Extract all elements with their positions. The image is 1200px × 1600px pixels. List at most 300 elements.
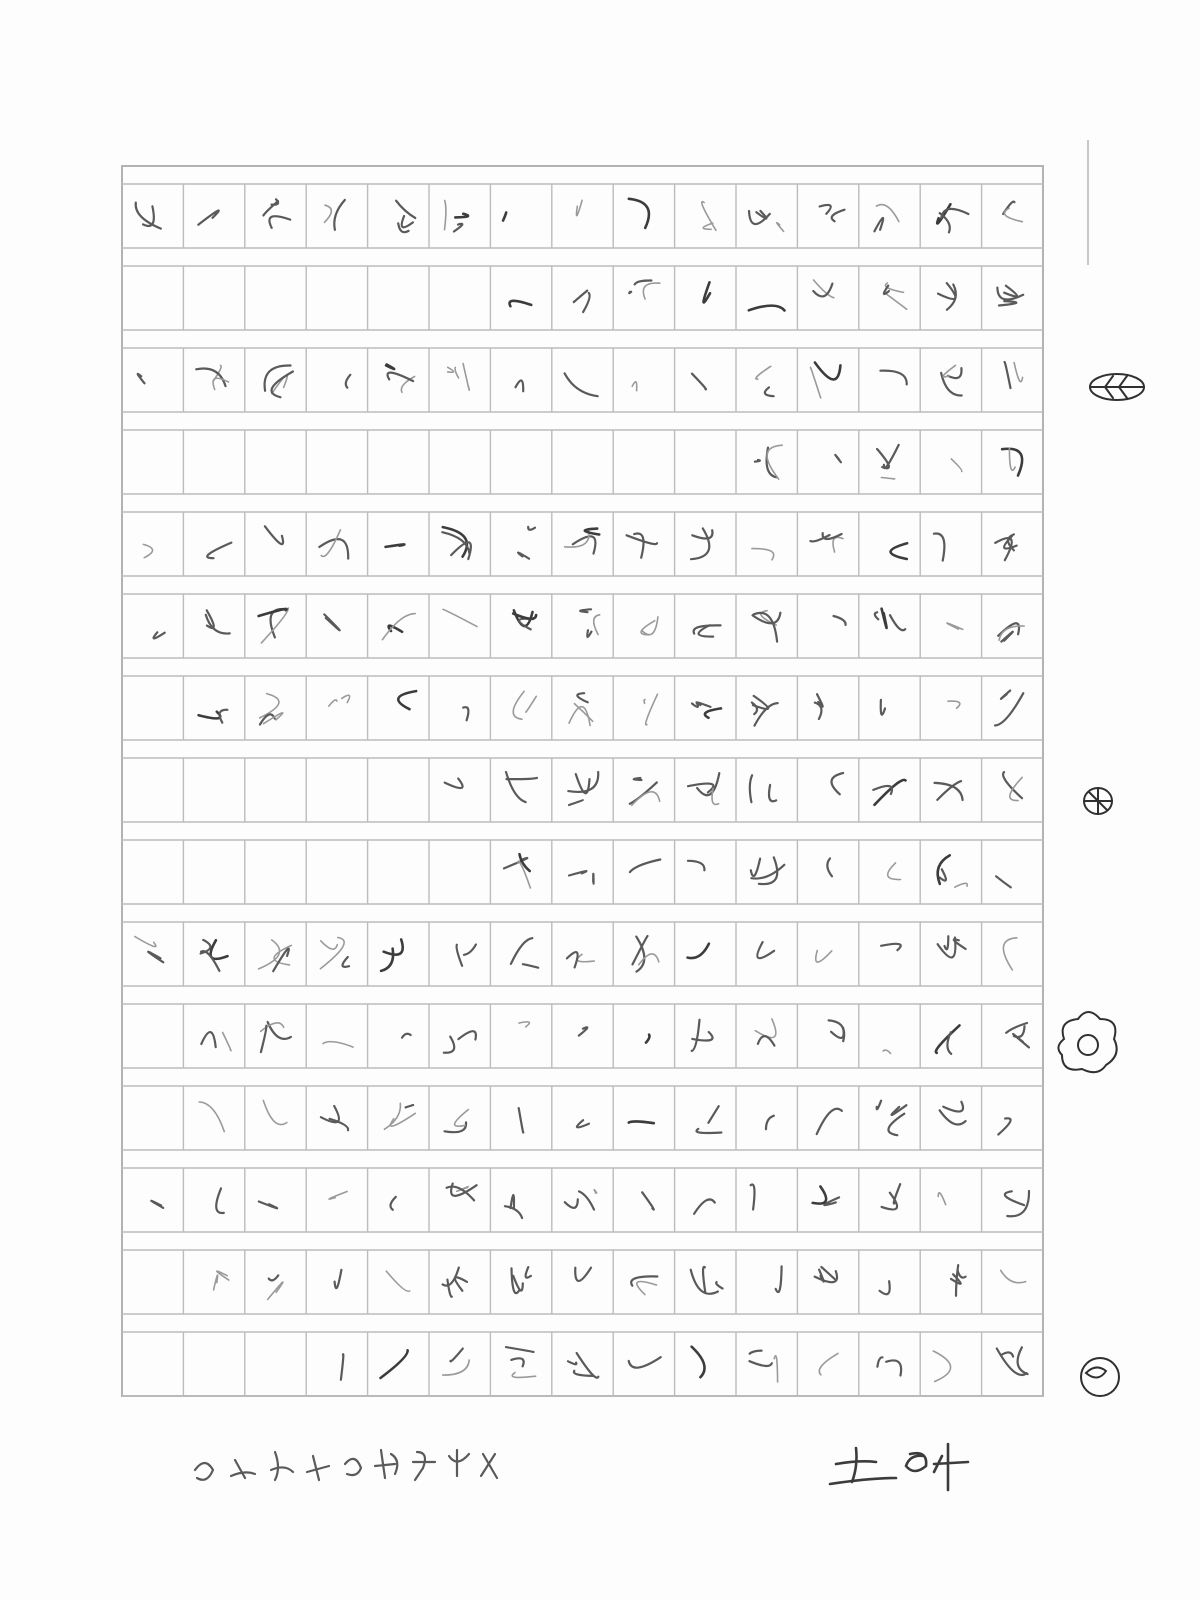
handwritten-character bbox=[692, 702, 721, 717]
pencil-stroke bbox=[528, 527, 535, 530]
pencil-stroke bbox=[750, 775, 752, 802]
pencil-stroke bbox=[154, 632, 165, 638]
handwritten-character bbox=[934, 533, 944, 560]
handwritten-character bbox=[320, 938, 349, 969]
pencil-stroke bbox=[574, 704, 592, 722]
handwritten-character bbox=[633, 936, 659, 972]
pencil-stroke bbox=[263, 1100, 287, 1124]
handwritten-character bbox=[881, 700, 885, 715]
pencil-stroke bbox=[386, 544, 405, 546]
pencil-stroke bbox=[634, 533, 643, 557]
pencil-stroke bbox=[637, 1281, 657, 1294]
pencil-stroke bbox=[752, 549, 774, 560]
handwritten-character bbox=[691, 528, 712, 559]
handwritten-character bbox=[511, 938, 538, 968]
pencil-stroke bbox=[688, 861, 705, 871]
handwritten-character bbox=[751, 857, 785, 884]
pencil-stroke bbox=[568, 1361, 576, 1364]
handwritten-character bbox=[259, 1202, 277, 1209]
handwritten-character bbox=[136, 203, 161, 229]
pencil-stroke bbox=[891, 543, 908, 559]
pencil-stroke bbox=[576, 200, 582, 215]
pencil-stroke bbox=[199, 1102, 224, 1132]
pencil-stroke bbox=[630, 782, 657, 803]
pencil-stroke bbox=[448, 367, 454, 372]
pencil-stroke bbox=[888, 1114, 904, 1136]
flower-doodle-icon bbox=[1058, 1012, 1116, 1072]
pencil-stroke bbox=[151, 1201, 163, 1208]
pencil-stroke bbox=[712, 788, 719, 804]
pencil-stroke bbox=[390, 1113, 415, 1126]
handwritten-character bbox=[138, 374, 145, 383]
pencil-stroke bbox=[207, 543, 231, 559]
handwritten-character bbox=[565, 1190, 597, 1210]
handwritten-character bbox=[948, 701, 960, 708]
pencil-stroke bbox=[457, 945, 463, 966]
pencil-stroke bbox=[1001, 1352, 1013, 1356]
pencil-stroke bbox=[444, 1037, 454, 1053]
handwritten-character bbox=[694, 1199, 715, 1213]
handwritten-character bbox=[691, 1267, 723, 1294]
handwritten-character bbox=[827, 858, 832, 876]
pencil-stroke bbox=[759, 857, 777, 884]
handwritten-character bbox=[829, 1020, 845, 1041]
pencil-stroke bbox=[1009, 448, 1015, 470]
pencil-stroke bbox=[880, 371, 906, 385]
handwritten-character bbox=[329, 1192, 347, 1200]
pencil-stroke bbox=[223, 1033, 231, 1051]
pencil-stroke bbox=[943, 365, 956, 377]
pencil-stroke bbox=[646, 1035, 649, 1043]
handwritten-character bbox=[877, 1101, 907, 1136]
leaf-doodle-icon bbox=[1084, 788, 1112, 814]
handwritten-character bbox=[201, 940, 228, 971]
handwritten-character bbox=[750, 775, 776, 802]
pencil-stroke bbox=[455, 367, 459, 378]
pencil-stroke bbox=[716, 1282, 722, 1288]
pencil-stroke bbox=[766, 1116, 774, 1130]
handwritten-character bbox=[888, 863, 901, 880]
pencil-stroke bbox=[940, 1110, 966, 1124]
handwritten-character bbox=[445, 779, 463, 789]
handwritten-character bbox=[402, 1034, 411, 1038]
pencil-stroke bbox=[390, 1197, 395, 1210]
handwritten-character bbox=[321, 1106, 348, 1130]
pencil-stroke bbox=[455, 1277, 467, 1290]
handwritten-character bbox=[151, 1201, 163, 1208]
pencil-stroke bbox=[1002, 449, 1022, 476]
handwritten-character bbox=[749, 211, 784, 232]
pencil-stroke bbox=[632, 382, 637, 391]
pencil-stroke bbox=[513, 1276, 523, 1291]
pencil-stroke bbox=[881, 944, 901, 950]
handwritten-character bbox=[752, 696, 778, 726]
handwritten-character bbox=[575, 1268, 591, 1281]
handwritten-character bbox=[813, 280, 834, 298]
handwritten-character bbox=[1001, 1270, 1026, 1282]
pencil-stroke bbox=[755, 1019, 776, 1038]
pencil-stroke bbox=[694, 1199, 715, 1213]
pencil-stroke bbox=[213, 378, 228, 389]
pencil-stroke bbox=[629, 292, 631, 293]
handwritten-character bbox=[505, 1195, 522, 1218]
pencil-stroke bbox=[343, 957, 350, 967]
handwritten-character bbox=[324, 200, 345, 230]
pencil-stroke bbox=[692, 1032, 712, 1041]
pencil-stroke bbox=[445, 201, 446, 230]
handwritten-character bbox=[568, 772, 598, 805]
handwritten-character bbox=[198, 210, 218, 224]
handwritten-character bbox=[688, 944, 709, 958]
handwritten-character bbox=[1005, 362, 1023, 388]
pencil-stroke bbox=[703, 223, 713, 229]
handwritten-character bbox=[463, 707, 468, 720]
pencil-stroke bbox=[510, 1195, 513, 1208]
handwritten-character bbox=[382, 614, 415, 640]
handwritten-character bbox=[755, 1019, 776, 1046]
handwritten-character bbox=[335, 1270, 342, 1288]
handwritten-character bbox=[196, 365, 228, 389]
handwritten-character bbox=[268, 1275, 283, 1299]
pencil-stroke bbox=[135, 937, 156, 947]
handwritten-character bbox=[445, 1110, 469, 1133]
pencil-stroke bbox=[464, 945, 476, 955]
pencil-stroke bbox=[933, 1351, 950, 1382]
pencil-stroke bbox=[577, 693, 587, 702]
handwritten-character bbox=[135, 937, 164, 963]
pencil-stroke bbox=[833, 537, 843, 552]
handwritten-character bbox=[263, 199, 290, 228]
handwritten-character bbox=[629, 1357, 661, 1367]
handwritten-character bbox=[574, 291, 590, 312]
pencil-stroke bbox=[511, 1358, 523, 1366]
handwritten-character bbox=[1003, 938, 1016, 970]
pencil-stroke bbox=[513, 691, 524, 719]
pencil-stroke bbox=[996, 876, 1011, 887]
handwritten-character bbox=[877, 445, 899, 479]
pencil-stroke bbox=[819, 1353, 838, 1374]
pencil-stroke bbox=[1001, 691, 1010, 699]
pencil-stroke bbox=[381, 1350, 408, 1378]
pencil-stroke bbox=[629, 199, 649, 228]
pencil-stroke bbox=[329, 700, 337, 706]
pencil-stroke bbox=[269, 1275, 279, 1280]
pencil-stroke bbox=[692, 530, 712, 538]
pencil-stroke bbox=[519, 1108, 524, 1132]
pencil-stroke bbox=[756, 366, 771, 379]
pencil-stroke bbox=[876, 205, 898, 222]
pencil-stroke bbox=[148, 952, 163, 963]
handwritten-character bbox=[567, 952, 594, 967]
handwritten-character bbox=[263, 1100, 287, 1124]
pencil-stroke bbox=[765, 387, 774, 396]
handwritten-character bbox=[319, 530, 348, 559]
pencil-stroke bbox=[757, 942, 774, 958]
pencil-stroke bbox=[947, 623, 963, 629]
handwritten-character bbox=[751, 1184, 755, 1209]
handwritten-character bbox=[346, 375, 351, 388]
handwritten-character bbox=[936, 1025, 960, 1054]
handwritten-character bbox=[504, 854, 530, 888]
handwritten-character bbox=[519, 1108, 524, 1132]
pencil-stroke bbox=[516, 380, 524, 391]
pencil-stroke bbox=[402, 1034, 411, 1038]
handwritten-character bbox=[627, 533, 657, 557]
pencil-stroke bbox=[398, 691, 416, 709]
handwritten-character bbox=[630, 778, 660, 805]
pencil-stroke bbox=[751, 859, 760, 876]
handwritten-character bbox=[265, 526, 283, 544]
pencil-stroke bbox=[519, 1022, 529, 1027]
handwritten-character bbox=[519, 1022, 529, 1027]
handwritten-character bbox=[998, 623, 1024, 641]
handwritten-character bbox=[766, 1116, 774, 1130]
handwritten-character bbox=[694, 625, 721, 636]
pencil-stroke bbox=[329, 1192, 347, 1200]
handwritten-character bbox=[201, 1032, 231, 1051]
handwritten-character bbox=[937, 204, 968, 232]
pencil-stroke bbox=[938, 938, 956, 958]
handwritten-character bbox=[396, 201, 415, 232]
pencil-stroke bbox=[955, 883, 967, 887]
pencil-stroke bbox=[769, 785, 776, 801]
pencil-stroke bbox=[998, 1118, 1010, 1134]
pencil-stroke bbox=[458, 1031, 476, 1039]
handwritten-character bbox=[510, 301, 532, 306]
pencil-stroke bbox=[753, 696, 768, 709]
pencil-stroke bbox=[749, 211, 770, 224]
pencil-stroke bbox=[691, 528, 709, 559]
handwritten-character bbox=[883, 1050, 890, 1053]
pencil-stroke bbox=[630, 860, 660, 873]
handwritten-character bbox=[752, 549, 774, 560]
pencil-stroke bbox=[884, 293, 907, 310]
pencil-stroke bbox=[567, 952, 578, 967]
pencil-stroke bbox=[1004, 208, 1022, 222]
pencil-stroke bbox=[526, 696, 537, 712]
pencil-stroke bbox=[1018, 1347, 1028, 1374]
pencil-stroke bbox=[579, 1191, 594, 1209]
handwritten-character bbox=[206, 610, 230, 633]
pencil-stroke bbox=[579, 1027, 588, 1035]
pencil-stroke bbox=[815, 703, 822, 719]
pencil-stroke bbox=[776, 1266, 782, 1292]
pencil-stroke bbox=[510, 301, 532, 306]
handwritten-character bbox=[951, 459, 962, 472]
handwritten-character bbox=[444, 1031, 476, 1053]
handwritten-character bbox=[518, 527, 535, 559]
handwritten-character bbox=[381, 1350, 408, 1378]
pencil-stroke bbox=[692, 374, 706, 390]
handwritten-character bbox=[642, 1192, 654, 1209]
handwritten-character bbox=[938, 283, 956, 310]
pencil-stroke bbox=[196, 369, 225, 387]
pencil-stroke bbox=[574, 291, 588, 302]
pencil-stroke bbox=[565, 373, 598, 396]
pencil-stroke bbox=[881, 700, 885, 715]
handwritten-character bbox=[513, 691, 536, 719]
handwritten-character bbox=[443, 1268, 467, 1297]
pencil-stroke bbox=[324, 614, 339, 630]
pencil-stroke bbox=[324, 205, 331, 222]
handwritten-character bbox=[503, 213, 506, 221]
pencil-stroke bbox=[881, 478, 894, 479]
handwritten-character bbox=[947, 623, 963, 629]
handwritten-character bbox=[381, 940, 403, 971]
pencil-stroke bbox=[874, 218, 883, 231]
handwritten-character bbox=[951, 1265, 966, 1296]
handwritten-character bbox=[565, 373, 598, 396]
handwritten-character bbox=[259, 608, 289, 643]
handwritten-character bbox=[513, 610, 536, 629]
handwritten-character bbox=[995, 691, 1023, 726]
pencil-stroke bbox=[506, 772, 526, 802]
pencil-stroke bbox=[777, 223, 784, 232]
pencil-stroke bbox=[520, 854, 530, 871]
handwritten-character bbox=[386, 544, 405, 546]
handwritten-character bbox=[995, 534, 1016, 560]
flower-doodle-icon bbox=[1081, 1358, 1119, 1396]
pencil-stroke bbox=[506, 778, 536, 779]
handwritten-character bbox=[750, 1351, 778, 1382]
pencil-stroke bbox=[386, 365, 394, 370]
pencil-stroke bbox=[321, 941, 338, 949]
pencil-stroke bbox=[199, 712, 221, 719]
handwritten-character bbox=[688, 861, 705, 871]
pencil-stroke bbox=[813, 1187, 826, 1204]
handwritten-character bbox=[443, 609, 477, 626]
pencil-stroke bbox=[443, 1360, 470, 1375]
pencil-stroke bbox=[831, 1028, 844, 1038]
handwritten-character bbox=[1006, 1023, 1029, 1047]
pencil-stroke bbox=[1014, 363, 1023, 382]
handwritten-character bbox=[997, 286, 1023, 306]
pencil-stroke bbox=[750, 1351, 762, 1354]
pencil-stroke bbox=[820, 205, 831, 214]
pencil-stroke bbox=[948, 701, 960, 708]
pencil-stroke bbox=[629, 1121, 654, 1123]
pencil-stroke bbox=[951, 459, 962, 472]
pencil-stroke bbox=[526, 1267, 531, 1278]
pencil-stroke bbox=[450, 1349, 462, 1362]
pencil-stroke bbox=[1003, 772, 1022, 798]
pencil-stroke bbox=[138, 374, 145, 383]
pencil-stroke bbox=[143, 544, 152, 557]
pencil-stroke bbox=[512, 1373, 535, 1378]
handwritten-character bbox=[265, 365, 293, 397]
pencil-stroke bbox=[506, 1347, 534, 1352]
handwritten-character bbox=[384, 1103, 415, 1129]
pencil-stroke bbox=[569, 800, 583, 805]
pencil-stroke bbox=[269, 216, 290, 228]
handwritten-character bbox=[938, 1193, 946, 1205]
handwritten-character bbox=[386, 1271, 409, 1291]
pencil-stroke bbox=[634, 778, 642, 780]
pencil-stroke bbox=[454, 224, 462, 232]
handwritten-character bbox=[874, 205, 898, 232]
handwritten-character bbox=[323, 1042, 353, 1047]
pencil-stroke bbox=[692, 1347, 705, 1378]
handwritten-character bbox=[341, 1354, 343, 1380]
leaf-doodle-icon bbox=[1090, 374, 1144, 400]
handwritten-character bbox=[386, 365, 415, 393]
handwritten-character bbox=[881, 944, 901, 950]
pencil-stroke bbox=[577, 1120, 589, 1127]
handwritten-character bbox=[819, 1353, 838, 1374]
handwritten-character bbox=[443, 1349, 470, 1376]
handwritten-character bbox=[997, 1347, 1028, 1375]
handwritten-character bbox=[877, 1357, 901, 1375]
footer-signature bbox=[830, 1444, 968, 1490]
pencil-stroke bbox=[642, 617, 658, 635]
handwritten-character bbox=[445, 201, 469, 232]
pencil-stroke bbox=[388, 373, 414, 381]
handwritten-character bbox=[580, 609, 600, 637]
handwritten-character bbox=[940, 1102, 966, 1125]
pencil-stroke bbox=[577, 954, 594, 961]
handwritten-character bbox=[442, 527, 471, 559]
pencil-stroke bbox=[1001, 1270, 1026, 1282]
handwritten-character bbox=[880, 371, 906, 385]
pencil-stroke bbox=[217, 1271, 229, 1280]
pencil-stroke bbox=[220, 710, 228, 723]
pencil-stroke bbox=[632, 792, 660, 806]
handwritten-character bbox=[810, 363, 840, 398]
handwritten-character bbox=[641, 617, 658, 635]
handwritten-character bbox=[398, 691, 416, 709]
handwritten-character bbox=[998, 1118, 1010, 1134]
handwritten-character bbox=[817, 1109, 842, 1134]
pencil-stroke bbox=[688, 944, 709, 958]
pencil-stroke bbox=[518, 553, 529, 559]
pencil-stroke bbox=[463, 707, 468, 720]
pencil-stroke bbox=[692, 702, 698, 706]
handwritten-character bbox=[629, 280, 660, 299]
pencil-stroke bbox=[523, 964, 538, 968]
handwritten-character bbox=[816, 951, 832, 963]
pencil-stroke bbox=[995, 693, 1023, 725]
handwritten-character bbox=[941, 365, 962, 395]
pencil-stroke bbox=[346, 375, 351, 388]
handwritten-character bbox=[260, 694, 283, 725]
handwritten-character bbox=[1003, 202, 1022, 222]
handwritten-character bbox=[632, 382, 637, 391]
handwritten-character bbox=[506, 1347, 536, 1377]
pencil-stroke bbox=[646, 694, 658, 725]
handwritten-character bbox=[631, 1276, 657, 1294]
pencil-stroke bbox=[594, 1190, 596, 1194]
pencil-stroke bbox=[198, 210, 218, 224]
pencil-stroke bbox=[943, 1102, 963, 1112]
handwritten-character bbox=[820, 205, 845, 221]
handwritten-character bbox=[207, 543, 231, 559]
handwritten-character bbox=[996, 876, 1011, 887]
pencil-stroke bbox=[888, 863, 901, 880]
handwritten-character bbox=[692, 1347, 705, 1378]
pencil-stroke bbox=[708, 1106, 718, 1123]
pencil-stroke bbox=[999, 301, 1016, 305]
handwritten-character bbox=[810, 533, 843, 552]
handwritten-character bbox=[702, 202, 716, 231]
pencil-stroke bbox=[503, 213, 506, 221]
pencil-stroke bbox=[696, 1129, 721, 1133]
pencil-stroke bbox=[342, 695, 350, 702]
pencil-stroke bbox=[511, 938, 532, 964]
pencil-stroke bbox=[268, 1282, 283, 1299]
pencil-stroke bbox=[821, 1267, 834, 1279]
handwritten-character bbox=[756, 366, 774, 396]
handwritten-character bbox=[629, 1121, 654, 1123]
